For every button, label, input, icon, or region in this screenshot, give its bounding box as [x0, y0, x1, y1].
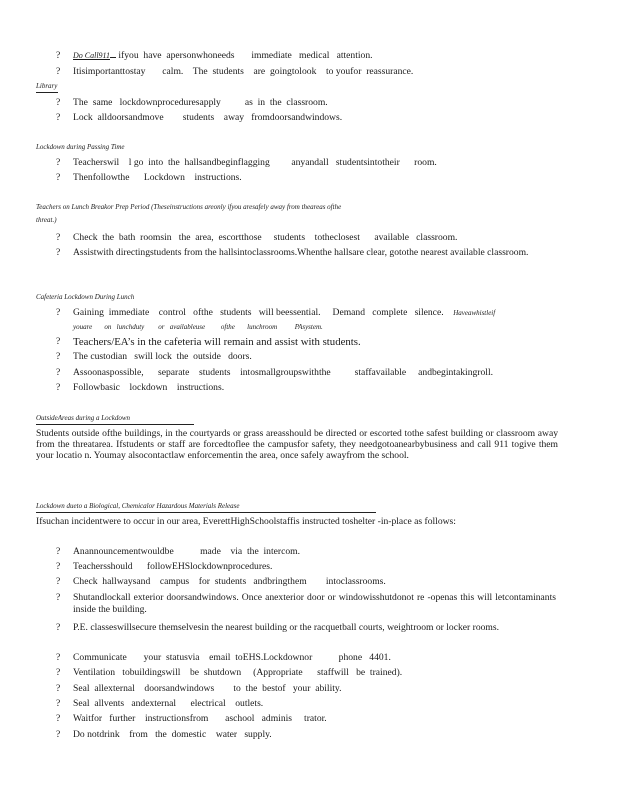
bullet-marker: ?: [56, 683, 61, 694]
bullet-marker: ?: [56, 247, 61, 258]
bullet-marker: ?: [56, 336, 61, 347]
outside-areas-paragraph: Students outside ofthe buildings, in the courtyards or grass areasshould be directed or escorted tothe safest building or classroom away from the threatarea. Ifstudents or staff are forcedtoflee the campusfor safety, they needgotoanearbybusiness and call 911 togive them your locatio n. Youmay alsocontactlaw enforcementin the area, once safely awayfrom the school.: [36, 428, 558, 461]
biological-intro: Ifsuchan incidentwere to occur in our area, EverettHighSchoolstaffis instructed toshelter -in-place as follows:: [36, 516, 456, 527]
biological-heading: Lockdown dueto a Biological, Chemicalor Hazardous Materials Release: [36, 502, 240, 510]
outside-areas-heading-underline: [36, 424, 194, 425]
bullet-marker: ?: [56, 729, 61, 740]
bullet-text: Assoonaspossible, separate students intosmallgroupswiththe staffavailable andbegintakingroll.: [73, 367, 494, 378]
bullet-marker: ?: [56, 561, 61, 572]
cafeteria-control-text: Gaining immediate control ofthe students will beessential. Demand complete silence.: [73, 307, 444, 318]
bullet-text: P.E. classeswillsecure themselvesin the nearest building or the racquetball courts, weightroom or locker rooms.: [73, 622, 500, 633]
library-heading: Library: [36, 82, 58, 90]
bullet-text: Lock alldoorsandmove students away fromdoorsandwindows.: [73, 112, 343, 123]
bullet-text: Teachersshould followEHSlockdownprocedures.: [73, 561, 273, 572]
bullet-text: Seal allexternal doorsandwindows to the bestof your ability.: [73, 683, 342, 694]
bullet-text: Thenfollowthe Lockdown instructions.: [73, 172, 242, 183]
bullet-marker: ?: [56, 157, 61, 168]
bullet-marker: ?: [56, 66, 61, 77]
bullet-marker: ?: [56, 351, 61, 362]
call-911-text: ifyou have apersonwhoneeds immediate medical attention.: [118, 50, 373, 61]
bullet-text: Followbasic lockdown instructions.: [73, 382, 225, 393]
bullet-text: Anannouncementwouldbe made via the intercom.: [73, 546, 300, 557]
bullet-marker: ?: [56, 50, 61, 61]
bullet-text: Teacherswil l go into the hallsandbeginflagging anyandall studentsintotheir room.: [73, 157, 437, 168]
cafeteria-heading: Cafeteria Lockdown During Lunch: [36, 293, 135, 301]
bullet-marker: ?: [56, 622, 61, 633]
bullet-text: Shutandlockall exterior doorsandwindows. Once anexterior door or windowisshutdonot re -openas this will letcontaminants inside the building.: [73, 592, 556, 615]
teachers-lunch-heading-cont: threat.): [36, 216, 57, 224]
cafeteria-control-text-cont: youare on lunchduty or availableuse ofthe lunchroom PAsystem.: [73, 323, 323, 331]
bullet-text: Ventilation tobuildingswill be shutdown (Appropriate staffwill be trained).: [73, 667, 403, 678]
bullet-marker: ?: [56, 367, 61, 378]
library-heading-underline: [36, 92, 58, 93]
bullet-text: Seal allvents andexternal electrical outlets.: [73, 698, 264, 709]
bullet-marker: ?: [56, 576, 61, 587]
bullet-marker: ?: [56, 307, 61, 318]
bullet-text: Check hallwaysand campus for students andbringthem intoclassrooms.: [73, 576, 386, 587]
bullet-marker: ?: [56, 652, 61, 663]
bullet-text: Itisimportanttostay calm. The students are goingtolook to youfor reassurance.: [73, 66, 414, 77]
bullet-marker: ?: [56, 382, 61, 393]
bullet-text: Assistwith directingstudents from the hallsintoclassrooms.Whenthe hallsare clear, gotothe nearest available classroom.: [73, 247, 529, 258]
bullet-marker: ?: [56, 592, 61, 603]
teachers-lunch-heading: Teachers on Lunch Breakor Prep Period (Theseinstructions areonly ifyou aresafely away from theareas ofthe: [36, 203, 342, 211]
bullet-text: Teachers/EA’s in the cafeteria will remain and assist with students.: [73, 336, 361, 348]
bullet-text: Do notdrink from the domestic water supply.: [73, 729, 272, 740]
bullet-marker: ?: [56, 172, 61, 183]
bullet-marker: ?: [56, 232, 61, 243]
bullet-text: Waitfor further instructionsfrom aschool adminis trator.: [73, 713, 327, 724]
biological-heading-underline: [36, 512, 376, 513]
outside-areas-heading: OutsideAreas during a Lockdown: [36, 414, 131, 422]
call-911-lead: Do Call911: [73, 51, 110, 60]
bullet-text: Check the bath roomsin the area, escortthose students totheclosest available classroom.: [73, 232, 458, 243]
bullet-text: The custodian swill lock the outside doors.: [73, 351, 252, 362]
bullet-marker: ?: [56, 546, 61, 557]
bullet-marker: ?: [56, 698, 61, 709]
bullet-text: Communicate your statusvia email toEHS.Lockdownor phone 4401.: [73, 652, 391, 663]
bullet-marker: ?: [56, 112, 61, 123]
cafeteria-whistle-text: Haveawhistleif: [453, 309, 496, 317]
bullet-marker: ?: [56, 97, 61, 108]
passing-time-heading: Lockdown during Passing Time: [36, 143, 125, 151]
bullet-marker: ?: [56, 667, 61, 678]
bullet-text: The same lockdownproceduresapply as in the classroom.: [73, 97, 328, 108]
bullet-marker: ?: [56, 713, 61, 724]
